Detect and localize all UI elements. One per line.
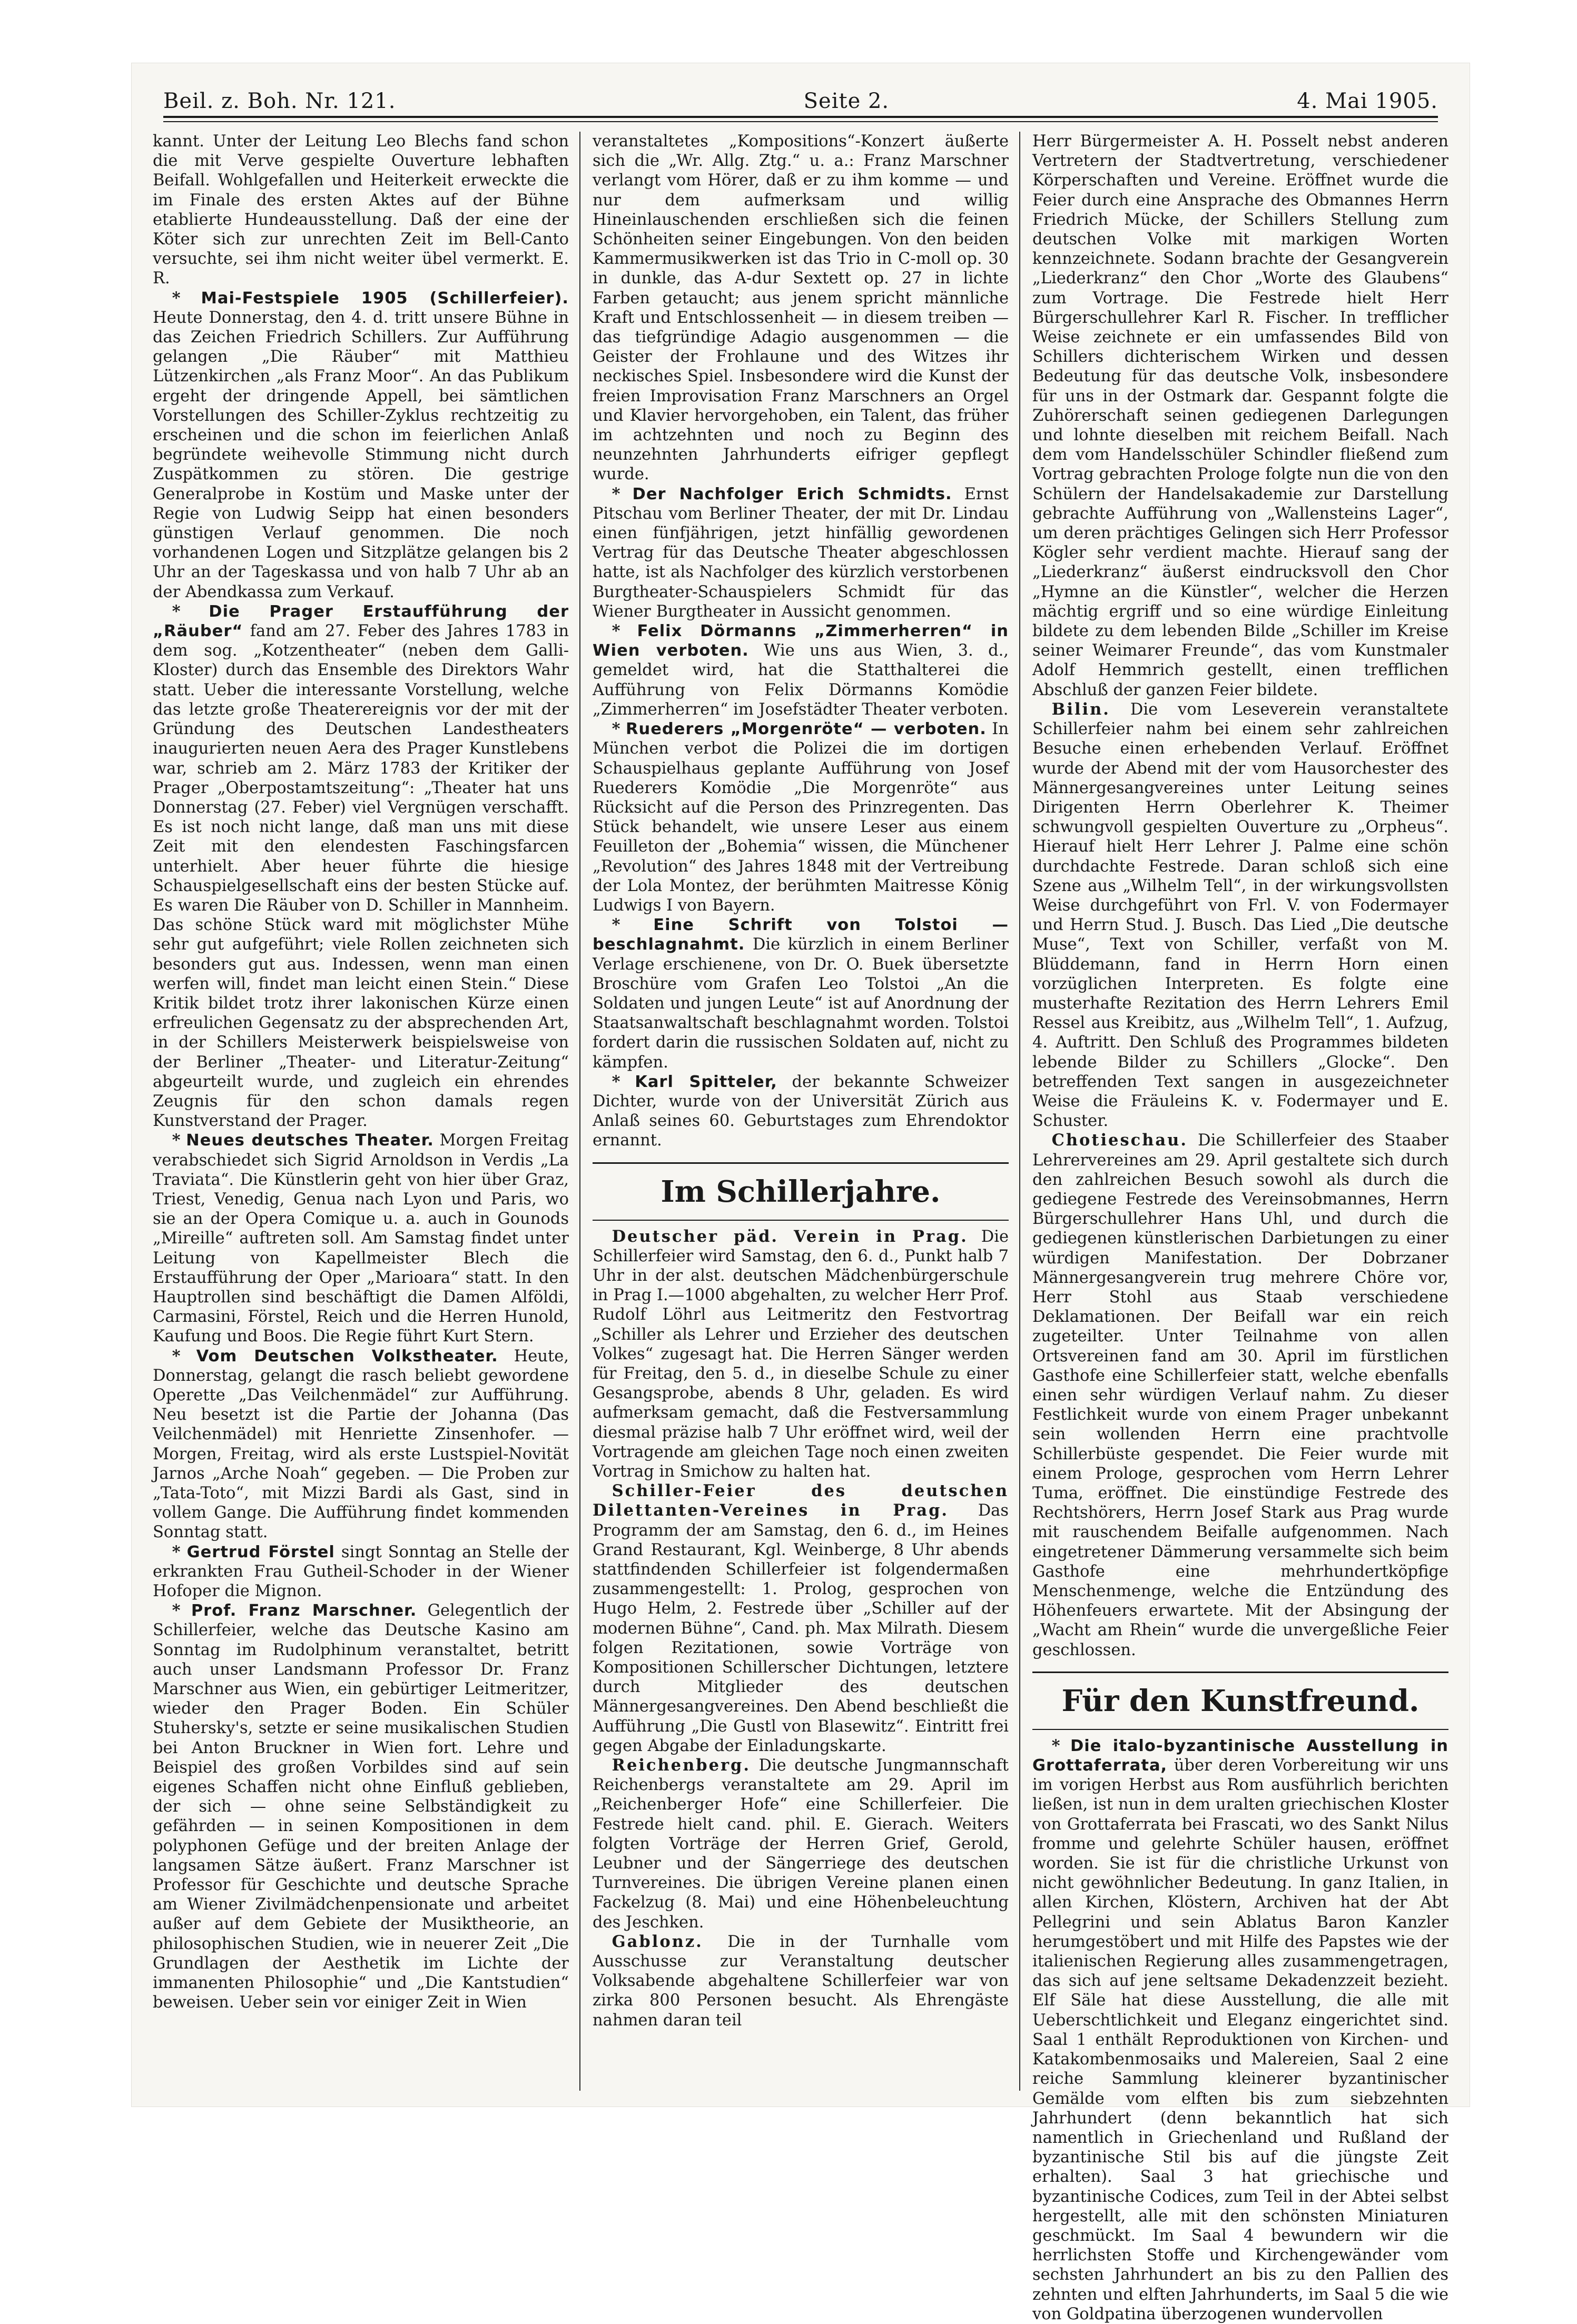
article-text: der bekannte Schweizer Dichter, wurde von der Universität Zürich aus Anlaß seines 60. Geburtstages zum Ehrendoktor ernannt.: [593, 1072, 1009, 1150]
article-text: Heute, Donnerstag, gelangt die rasch beliebt gewordene Operette „Das Veilchenmädel“ zur Aufführung. Neu besetzt ist die Partie der Johanna (Das Veilchenmädel) mit Henriette Zinsenhofer. — Morgen, Freitag, wird als erste Lustspiel-Novität Jarnos „Arche Noah“ gegeben. — Die Proben zur „Tata-Toto“, mit Mizzi Bardi als Gast, sind in vollem Gange. Die Aufführung findet kommenden Sonntag statt.: [153, 1347, 569, 1542]
article: [593, 1756, 1009, 1932]
article: [593, 1227, 1009, 1482]
article-headline: Bilin.: [1051, 699, 1110, 719]
article-text: Ernst Pitschau vom Berliner Theater, der mit Dr. Lindau einen fünfjährigen, jetzt hinfällig gewordenen Vertrag für das Deutsche Theater abgeschlossen hatte, ist als Nachfolger des kürzlich verstorbenen Burgtheater-Schauspielers Schmidt für das Wiener Burgtheater in Aussicht genommen.: [593, 484, 1009, 621]
article: [1032, 700, 1448, 1131]
article: * Prof. Franz Marschner. Gelegentlich der Schillerfeier, welche das Deutsche Kasino am Sonntag im Rudolphinum veranstaltet, betritt auch unser Landsmann Professor Dr. Franz Marschner aus Wien, ein gebürtiger Leitmeritzer, wieder den Prager Boden. Ein Schüler Stuhersky's, setzte er seine musikalischen Studien bei Anton Bruckner in Wien fort. Lehre und Beispiel des großen Vorbildes sind auf sein eigenes Schaffen nicht ohne Einfluß geblieben, der sich — ohne seine Selbständigkeit zu gefährden — in seinen Kompositionen in dem polyphonen Gefüge und der breiten Anlage der langsamen Sätze äußert. Franz Marschner ist Professor für Geschichte und deutsche Sprache am Wiener Zivilmädchenpensionate und arbeitet außer auf dem Gebiete der Musiktheorie, an philosophischen Studien, wie in neuerer Zeit „Die Grundlagen der Aesthetik im Lichte der immanenten Philosophie“ und „Die Kantstudien“ beweisen. Ueber sein vor einiger Zeit in Wien: [153, 1601, 569, 2012]
article-text: über deren Vorbereitung wir uns im vorigen Herbst aus Rom ausführlich berichten ließen, ist nun in dem uralten griechischen Kloster von Grottaferrata bei Frascati, wo des Sankt Nilus fromme und gelehrte Schüler hausen, eröffnet worden. Sie ist für die christliche Urkunst von nicht gewöhnlicher Bedeutung. In ganz Italien, in allen Kirchen, Klöstern, Archiven hat der Abt Pellegrini und sein Ablatus Baron Kanzler herumgestöbert und mit Hilfe des Papstes wie der italienischen Regierung alles zusammengetragen, das sich auf jene seltsame Dekadenzzeit bezieht. Elf Säle hat diese Ausstellung, die alle mit Ueberschtlichkeit und Eleganz eingerichtet sind. Saal 1 enthält Reproduktionen von Kirchen- und Katakombenmosaiks und Malereien, Saal 2 eine reiche Sammlung kleinerer byzantinischer Gemälde vom elften bis zum siebzehnten Jahrhundert (denn bekanntlich hat sich namentlich in Griechenland und Rußland der byzantinische Stil bis auf die jüngste Zeit erhalten). Saal 3 hat griechische und byzantinische Codices, zum Teil in der Abtei selbst hergestellt, alle mit den schönsten Miniaturen geschmückt. Im Saal 4 bewundern wir die herrlichsten Stoffe und Kirchengewänder vom sechsten Jahrhundert an bis zu den Pallien des zehnten und elften Jahrhunderts, im Saal 5 die wie von Goldpatina überzogenen wundervollen: [1032, 1756, 1448, 2323]
article-headline: Karl Spitteler,: [635, 1072, 777, 1091]
header-issue: Beil. z. Boh. Nr. 121.: [163, 89, 396, 113]
article-headline: Reichenberg.: [612, 1756, 751, 1775]
header-rule: [163, 116, 1438, 122]
article-text: Die vom Leseverein veranstaltete Schillerfeier nahm bei einem sehr zahlreichen Besuche einen erhebenden Verlauf. Eröffnet wurde der Abend mit der vom Hausorchester des Männergesangvereines unter Leitung seines Dirigenten Herrn Oberlehrer K. Theimer schwungvoll gespielten Ouverture zu „Orpheus“. Hierauf hielt Herr Lehrer J. Palme eine schön durchdachte Festrede. Daran schloß sich eine Szene aus „Wilhelm Tell“, in der wirkungsvollsten Weise durchgeführt von Frl. V. von Fodermayer und Herrn Stud. J. Busch. Das Lied „Die deutsche Muse“, Text von Schiller, verfaßt von M. Blüddemann, fand in Herrn Horn einen vorzüglichen Interpreten. Es folgte eine musterhafte Rezitation des Herrn Lehrers Emil Ressel aus Kreibitz, aus „Wilhelm Tell“, 1. Aufzug, 4. Auftritt. Den Schluß des Programmes bildeten lebende Bilder zu Schillers „Glocke“. Den betreffenden Text sangen in ausgezeichneter Weise die Fräuleins K. v. Fodermayer und E. Schuster.: [1032, 700, 1448, 1131]
article-text: In München verbot die Polizei die im dortigen Schauspielhaus geplante Aufführung von Josef Ruederers Komödie „Die Morgenröte“ aus Rücksicht auf die Person des Prinzregenten. Das Stück behandelt, wie unsere Leser aus einem Feuilleton der „Bohemia“ wissen, die Münchener „Revolution“ des Jahres 1848 mit der Vertreibung der Lola Montez, der berühmten Maitresse König Ludwigs I von Bayern.: [593, 720, 1009, 915]
page-header: [163, 76, 1438, 113]
article-headline: Schiller-Feier des deutschen Dilettanten-Vereines in Prag.: [593, 1481, 1009, 1520]
article-headline: Chotieschau.: [1051, 1131, 1188, 1150]
article-text: Die in der Turnhalle vom Ausschusse zur Veranstaltung deutscher Volksabende abgehaltene Schillerfeier war von zirka 800 Personen besucht. Als Ehrengäste nahmen daran teil: [593, 1932, 1009, 2030]
newspaper-page: [132, 63, 1470, 2323]
article-text: Wie uns aus Wien, 3. d., gemeldet wird, hat die Statthalterei die Aufführung von Felix Dörmanns Komödie „Zimmerherren“ im Josefstädter Theater verboten.: [593, 641, 1009, 719]
article-text: Morgen Freitag verabschiedet sich Sigrid Arnoldson in Verdis „La Traviata“. Die Künstlerin geht von hier über Graz, Triest, Venedig, Genua nach Lyon und Paris, wo sie an der Opera Comique u. a. auch in Gounods „Mireille“ auftreten soll. Am Samstag findet unter Leitung von Kapellmeister Blech die Erstaufführung der Oper „Marioara“ statt. In den Hauptrollen sind beschäftigt die Damen Alföldi, Carmasini, Förstel, Reich und die Herren Hunold, Kaufung und Boos. Die Regie führt Kurt Stern.: [153, 1131, 569, 1346]
article-text: veranstaltetes „Kompositions“-Konzert äußerte sich die „Wr. Allg. Ztg.“ u. a.: Franz Marschner verlangt vom Hörer, daß er zu ihm komme — und nur dem aufmerksam und willig Hineinlauschenden erschließen sich die feinen Schönheiten seiner Eingebungen. Von den beiden Kammermusikwerken ist das Trio in C-moll op. 30 in dunkle, das A-dur Sextett op. 27 in lichte Farben getaucht; aus jenem spricht männliche Kraft und Entschlossenheit — in diesem treiben — das tiefgründige Adagio ausgenommen — die Geister der Frohlaune und des Witzes ihr neckisches Spiel. Insbesondere wird die Kunst der freien Improvisation Franz Marschners an Orgel und Klavier hervorgehoben, ein Talent, das früher im achtzehnten und noch zu Beginn des neunzehnten Jahrhunderts eifriger gepflegt wurde.: [593, 132, 1009, 484]
article-text: kannt. Unter der Leitung Leo Blechs fand schon die mit Verve gespielte Ouverture lebhaften Beifall. Wohlgefallen und Heiterkeit erweckte die im Finale des ersten Aktes auf der Bühne etablierte Hundeausstellung. Daß der eine der Köter sich zur unrechten Zeit im Bell-Canto versuchte, sei ihm nicht weiter übel vermerkt. E. R.: [153, 132, 569, 288]
article: * Mai-Festspiele 1905 (Schillerfeier). Heute Donnerstag, den 4. d. tritt unsere Bühne in das Zeichen Friedrich Schillers. Zur Aufführung gelangen „Die Räuber“ mit Matthieu Lützenkirchen „als Franz Moor“. An das Publikum ergeht der dringende Appell, bei sämtlichen Vorstellungen des Schiller-Zyklus rechtzeitig zu erscheinen und die schon im feierlichen Anlaß begründete weihevolle Stimmung nicht durch Zuspätkommen zu stören. Die gestrige Generalprobe in Kostüm und Maske unter der Regie von Ludwig Seipp hat einen besonders günstigen Verlauf genommen. Die noch vorhandenen Logen und Sitzplätze gelangen bis 2 Uhr an der Tageskassa und von halb 7 Uhr ab an der Abendkassa zum Verkauf.: [153, 288, 569, 601]
article-headline: Gertrud Förstel: [186, 1542, 335, 1561]
article-text: Heute Donnerstag, den 4. d. tritt unsere Bühne in das Zeichen Friedrich Schillers. Zur Aufführung gelangen „Die Räuber“ mit Matthieu Lützenkirchen „als Franz Moor“. An das Publikum ergeht der dringende Appell, bei sämtlichen Vorstellungen des Schiller-Zyklus rechtzeitig zu erscheinen und die schon im feierlichen Anlaß begründete weihevolle Stimmung nicht durch Zuspätkommen zu stören. Die gestrige Generalprobe in Kostüm und Maske unter der Regie von Ludwig Seipp hat einen besonders günstigen Verlauf genommen. Die noch vorhandenen Logen und Sitzplätze gelangen bis 2 Uhr an der Tageskassa und von halb 7 Uhr ab an der Abendkassa zum Verkauf.: [153, 308, 569, 601]
article: * Vom Deutschen Volkstheater. Heute, Donnerstag, gelangt die rasch beliebt gewordene Operette „Das Veilchenmädel“ zur Aufführung. Neu besetzt ist die Partie der Johanna (Das Veilchenmädel) mit Henriette Zinsenhofer. — Morgen, Freitag, wird als erste Lustspiel-Novität Jarnos „Arche Noah“ gegeben. — Die Proben zur „Tata-Toto“, mit Mizzi Bardi als Gast, sind in vollem Gange. Die Aufführung findet kommenden Sonntag statt.: [153, 1346, 569, 1542]
section-rule: [593, 1162, 1009, 1164]
article-headline: Die Prager Erstaufführung der „Räuber“: [153, 602, 569, 641]
article-text: Die kürzlich in einem Berliner Verlage erschienene, von Dr. O. Buek übersetzte Broschüre vom Grafen Leo Tolstoi „An die Soldaten und jungen Leute“ ist auf Anordnung der Staatsanwaltschaft beschlagnahmt worden. Tolstoi fordert darin die russischen Soldaten auf, nicht zu kämpfen.: [593, 935, 1009, 1072]
article-text: Die Schillerfeier wird Samstag, den 6. d., Punkt halb 7 Uhr in der alst. deutschen Mädchenbürgerschule in Prag I.—1000 abgehalten, zu welcher Herr Prof. Rudolf Löhrl aus Leitmeritz den Festvortrag „Schiller als Lehrer und Erzieher des deutschen Volkes“ zugesagt hat. Die Herren Sänger werden für Freitag, den 5. d., in dieselbe Schule zu einer Gesangsprobe, abends 8 Uhr, geladen. Es wird aufmerksam gemacht, daß die Festversammlung diesmal präzise halb 7 Uhr eröffnet wird, weil der Vortragende am gleichen Tage noch einen zweiten Vortrag in Smichow zu halten hat.: [593, 1227, 1009, 1481]
article-headline: Neues deutsches Theater.: [186, 1131, 434, 1150]
article-text: Die deutsche Jungmannschaft Reichenbergs veranstaltete am 29. April im „Reichenberger Hofe“ eine Schillerfeier. Die Festrede hielt cand. phil. E. Gierach. Weiters folgten Vorträge der Herren Grief, Gerold, Leubner und der Sängerriege des deutschen Turnvereines. Die übrigen Vereine planen einen Fackelzug (8. Mai) und eine Höhenbeleuchtung des Jeschken.: [593, 1756, 1009, 1932]
article-headline: Gablonz.: [612, 1932, 703, 1951]
article: [593, 1932, 1009, 2030]
article-headline: Eine Schrift von Tolstoi — beschlagnahmt.: [593, 916, 1009, 954]
article-text: Herr Bürgermeister A. H. Posselt nebst anderen Vertretern der Stadtvertretung, verschiedener Körperschaften und Vereine. Eröffnet wurde die Feier durch eine Ansprache des Obmannes Herrn Friedrich Mücke, der Schillers Stellung zum deutschen Volke mit markigen Worten kennzeichnete. Sodann brachte der Gesangverein „Liederkranz“ den Chor „Worte des Glaubens“ zum Vortrage. Die Festrede hielt Herr Bürgerschullehrer Karl R. Fischer. In trefflicher Weise zeichnete er ein umfassendes Bild von Schillers dichterischem Wirken und dessen Bedeutung für das deutsche Volk, insbesondere für uns in der Ostmark dar. Gespannt folgte die Zuhörerschaft seinen gediegenen Darlegungen und lohnte dieselben mit reichem Beifall. Nach dem vom Handelsschüler Schindler fließend zum Vortrag gebrachten Prologe folgte nun die von den Schülern der Handelsakademie zur Darstellung gebrachte Aufführung von „Wallensteins Lager“, um deren prächtiges Gelingen sich Herr Professor Kögler sehr verdient machte. Hierauf sang der „Liederkranz“ äußerst eindrucksvoll den Chor „Hymne an die Künstler“, welcher die Herzen mächtig ergriff und so eine würdige Einleitung bildete zu dem lebenden Bilde „Schiller im Kreise seiner Weimarer Freunde“, das vom Kunstmaler Adolf Hemmrich gestellt, einen trefflichen Abschluß der ganzen Feier bildete.: [1032, 132, 1448, 699]
column-2: [593, 132, 1009, 2030]
article-headline: Felix Dörmanns „Zimmerherren“ in Wien verboten.: [593, 622, 1009, 660]
column-1: [153, 132, 569, 2013]
header-date: 4. Mai 1905.: [1297, 89, 1438, 113]
article: * Die italo-byzantinische Ausstellung in Grottaferrata, über deren Vorbereitung wir uns im vorigen Herbst aus Rom ausführlich berichten ließen, ist nun in dem uralten griechischen Kloster von Grottaferrata bei Frascati, wo des Sankt Nilus fromme und gelehrte Schüler hausen, eröffnet worden. Sie ist für die christliche Urkunst von nicht gewöhnlicher Bedeutung. In ganz Italien, in allen Kirchen, Klöstern, Archiven hat der Abt Pellegrini und sein Ablatus Baron Kanzler herumgestöbert und mit Hilfe des Papstes wie der italienischen Regierung alles zusammengetragen, das sich auf jene seltsame Dekadenzzeit bezieht. Elf Säle hat diese Ausstellung, die alle mit Ueberschtlichkeit und Eleganz eingerichtet sind. Saal 1 enthält Reproduktionen von Kirchen- und Katakombenmosaiks und Malereien, Saal 2 eine reiche Sammlung kleinerer byzantinischer Gemälde vom elften bis zum siebzehnten Jahrhundert (denn bekanntlich hat sich namentlich in Griechenland und Rußland der byzantinische Stil bis auf die jüngste Zeit erhalten). Saal 3 hat griechische und byzantinische Codices, zum Teil in der Abtei selbst hergestellt, alle mit den schönsten Miniaturen geschmückt. Im Saal 4 bewundern wir die herrlichsten Stoffe und Kirchengewänder vom sechsten Jahrhundert an bis zu den Pallien des zehnten und elften Jahrhunderts, im Saal 5 die wie von Goldpatina überzogenen wundervollen: [1032, 1736, 1448, 2323]
article-text: Gelegentlich der Schillerfeier, welche das Deutsche Kasino am Sonntag im Rudolphinum veranstaltet, betritt auch unser Landsmann Professor Dr. Franz Marschner aus Wien, ein gebürtiger Leitmeritzer, wieder den Prager Boden. Ein Schüler Stuhersky's, setzte er seine musikalischen Studien bei Anton Bruckner in Wien fort. Lehre und Beispiel des großen Vorbildes sind auf sein eigenes Schaffen nicht ohne Einfluß geblieben, der sich — ohne seine Selbständigkeit zu gefährden — in seinen Kompositionen in dem polyphonen Gefüge und der breiten Anlage der langsamen Sätze äußert. Franz Marschner ist Professor für Geschichte und deutsche Sprache am Wiener Zivilmädchenpensionate und arbeitet außer auf dem Gebiete der Musiktheorie, an philosophischen Studien, wie in neuerer Zeit „Die Grundlagen der Aesthetik im Lichte der immanenten Philosophie“ und „Die Kantstudien“ beweisen. Ueber sein vor einiger Zeit in Wien: [153, 1601, 569, 2012]
article-headline: Die italo-byzantinische Ausstellung in Grottaferrata,: [1032, 1736, 1448, 1775]
article-headline: Ruederers „Morgenröte“ — verboten.: [626, 720, 987, 739]
article-headline: Mai-Festspiele 1905 (Schillerfeier).: [201, 289, 569, 308]
section-title-kunstfreund: Für den Kunstfreund.: [1061, 1683, 1420, 1718]
section-title-schillerjahre: Im Schillerjahre.: [661, 1174, 941, 1209]
section-rule: [593, 1220, 1009, 1221]
article-headline: Deutscher päd. Verein in Prag.: [612, 1227, 968, 1246]
article: * Der Nachfolger Erich Schmidts. Ernst Pitschau vom Berliner Theater, der mit Dr. Lindau einen fünfjährigen, jetzt hinfällig gewordenen Vertrag für das Deutsche Theater abgeschlossen hatte, ist als Nachfolger des kürzlich verstorbenen Burgtheater-Schauspielers Schmidt für das Wiener Burgtheater in Aussicht genommen.: [593, 484, 1009, 621]
article: [593, 1481, 1009, 1756]
article-headline: Der Nachfolger Erich Schmidts.: [632, 484, 952, 503]
article: * Die Prager Erstaufführung der „Räuber“ fand am 27. Feber des Jahres 1783 in dem sog. „Kotzentheater“ (neben dem Galli-Kloster) durch das Ensemble des Direktors Wahr statt. Ueber die interessante Vorstellung, welche das letzte große Theaterereignis vor der mit der Gründung des Deutschen Landestheaters inaugurierten neuen Aera des Prager Kunstlebens war, schrieb am 2. März 1783 der Kritiker der Prager „Oberpostamtszeitung“: „Theater hat uns Donnerstag (27. Feber) viel Vergnügen verschafft. Es ist noch nicht lange, daß man uns mit diese Zeit mit den elendesten Faschingsfarcen unterhielt. Aber heuer führte die hiesige Schauspielgesellschaft eins der besten Stücke auf. Es waren Die Räuber von D. Schiller in Mannheim. Das schöne Stück ward mit möglichster Mühe sehr gut aufgeführt; viele Rollen zeichneten sich besonders gut aus. Indessen, wenn man einen werfen will, findet man leicht einen Stein.“ Diese Kritik bildet trotz ihrer lakonischen Kürze einen erfreulichen Gegensatz zu der absprechenden Art, in der Schillers Meisterwerk beispielsweise von der Berliner „Theater- und Literatur-Zeitung“ abgeurteilt wurde, und zugleich ein ehrendes Zeugnis für den schon damals regen Kunstverstand der Prager.: [153, 601, 569, 1131]
article: * Neues deutsches Theater. Morgen Freitag verabschiedet sich Sigrid Arnoldson in Verdis „La Traviata“. Die Künstlerin geht von hier über Graz, Triest, Venedig, Genua nach Lyon und Paris, wo sie an der Opera Comique u. a. auch in Gounods „Mireille“ auftreten soll. Am Samstag findet unter Leitung von Kapellmeister Blech die Erstaufführung der Oper „Marioara“ statt. In den Hauptrollen sind beschäftigt die Damen Alföldi, Carmasini, Förstel, Reich und die Herren Hunold, Kaufung und Boos. Die Regie führt Kurt Stern.: [153, 1131, 569, 1346]
article-text: Die Schillerfeier des Staaber Lehrervereines am 29. April gestaltete sich durch den zahlreichen Besuch sowohl als durch die gediegene Festrede des Vereinsobmannes, Herrn Bürgerschullehrer Hans Uhl, und durch die gediegenen künstlerischen Darbietungen zu einer würdigen Manifestation. Der Dobrzaner Männergesangverein trug mehrere Chöre vor, Herr Stohl aus Staab verschiedene Deklamationen. Der Beifall war ein reich zugeteilter. Unter Teilnahme von allen Ortsvereinen fand am 30. April im fürstlichen Gasthofe eine Schillerfeier statt, welche ebenfalls einen sehr würdigen Verlauf nahm. Zu dieser Festlichkeit wurde von einem Prager unbekannt sein wollenden Herrn eine prachtvolle Schillerbüste gespendet. Die Feier wurde mit einem Prologe, gesprochen vom Herrn Lehrer Tuma, eröffnet. Die einstündige Festrede des Rechtshörers, Herrn Josef Stark aus Prag wurde mit rauschendem Beifalle aufgenommen. Nach eingetretener Dämmerung versammelte sich beim Gasthofe eine mehrhundertköpfige Menschenmenge, welche die Entzündung des Höhenfeuers erwartete. Mit der Absingung der „Wacht am Rhein“ wurde die unvergeßliche Feier geschlossen.: [1032, 1131, 1448, 1659]
section-rule: [1032, 1729, 1448, 1730]
column-divider-1: [579, 132, 580, 2091]
article-text: singt Sonntag an Stelle der erkrankten Frau Gutheil-Schoder in der Wiener Hofoper die Mignon.: [153, 1542, 569, 1601]
article-headline: Prof. Franz Marschner.: [191, 1601, 417, 1620]
article: * Gertrud Förstel singt Sonntag an Stelle der erkrankten Frau Gutheil-Schoder in der Wiener Hofoper die Mignon.: [153, 1542, 569, 1601]
article: * Felix Dörmanns „Zimmerherren“ in Wien verboten. Wie uns aus Wien, 3. d., gemeldet wird, hat die Statthalterei die Aufführung von Felix Dörmanns Komödie „Zimmerherren“ im Josefstädter Theater verboten.: [593, 621, 1009, 719]
article-text: Das Programm der am Samstag, den 6. d., im Heines Grand Restaurant, Kgl. Weinberge, 8 Uhr abends stattfindenden Schillerfeier ist folgendermaßen zusammengestellt: 1. Prolog, gesprochen von Hugo Helm, 2. Festrede über „Schiller auf der modernen Bühne“, Cand. ph. Max Milrath. Diesem folgen Rezitationen, sowie Vorträge von Kompositionen Schillerscher Dichtungen, letztere durch Mitglieder des deutschen Männergesangvereines. Den Abend beschließt die Aufführung „Die Gustl von Blasewitz“. Eintritt frei gegen Abgabe der Einladungskarte.: [593, 1501, 1009, 1755]
column-divider-2: [1019, 132, 1020, 2091]
article-text: fand am 27. Feber des Jahres 1783 in dem sog. „Kotzentheater“ (neben dem Galli-Kloster) durch das Ensemble des Direktors Wahr statt. Ueber die interessante Vorstellung, welche das letzte große Theaterereignis vor der mit der Gründung des Deutschen Landestheaters inaugurierten neuen Aera des Prager Kunstlebens war, schrieb am 2. März 1783 der Kritiker der Prager „Oberpostamtszeitung“: „Theater hat uns Donnerstag (27. Feber) viel Vergnügen verschafft. Es ist noch nicht lange, daß man uns mit diese Zeit mit den elendesten Faschingsfarcen unterhielt. Aber heuer führte die hiesige Schauspielgesellschaft eins der besten Stücke auf. Es waren Die Räuber von D. Schiller in Mannheim. Das schöne Stück ward mit möglichster Mühe sehr gut aufgeführt; viele Rollen zeichneten sich besonders gut aus. Indessen, wenn man einen werfen will, findet man leicht einen Stein.“ Diese Kritik bildet trotz ihrer lakonischen Kürze einen erfreulichen Gegensatz zu der absprechenden Art, in der Schillers Meisterwerk beispielsweise von der Berliner „Theater- und Literatur-Zeitung“ abgeurteilt wurde, und zugleich ein ehrendes Zeugnis für den schon damals regen Kunstverstand der Prager.: [153, 622, 569, 1131]
header-page-number: Seite 2.: [803, 89, 890, 113]
article: * Karl Spitteler, der bekannte Schweizer Dichter, wurde von der Universität Zürich aus Anlaß seines 60. Geburtstages zum Ehrendoktor ernannt.: [593, 1072, 1009, 1150]
article-headline: Vom Deutschen Volkstheater.: [196, 1347, 498, 1366]
section-rule: [1032, 1672, 1448, 1673]
article: [1032, 1131, 1448, 1659]
column-3: [1032, 132, 1448, 2324]
article: * Ruederers „Morgenröte“ — verboten. In München verbot die Polizei die im dortigen Schauspielhaus geplante Aufführung von Josef Ruederers Komödie „Die Morgenröte“ aus Rücksicht auf die Person des Prinzregenten. Das Stück behandelt, wie unsere Leser aus einem Feuilleton der „Bohemia“ wissen, die Münchener „Revolution“ des Jahres 1848 mit der Vertreibung der Lola Montez, der berühmten Maitresse König Ludwigs I von Bayern.: [593, 719, 1009, 915]
article: * Eine Schrift von Tolstoi — beschlagnahmt. Die kürzlich in einem Berliner Verlage erschienene, von Dr. O. Buek übersetzte Broschüre vom Grafen Leo Tolstoi „An die Soldaten und jungen Leute“ ist auf Anordnung der Staatsanwaltschaft beschlagnahmt worden. Tolstoi fordert darin die russischen Soldaten auf, nicht zu kämpfen.: [593, 915, 1009, 1072]
